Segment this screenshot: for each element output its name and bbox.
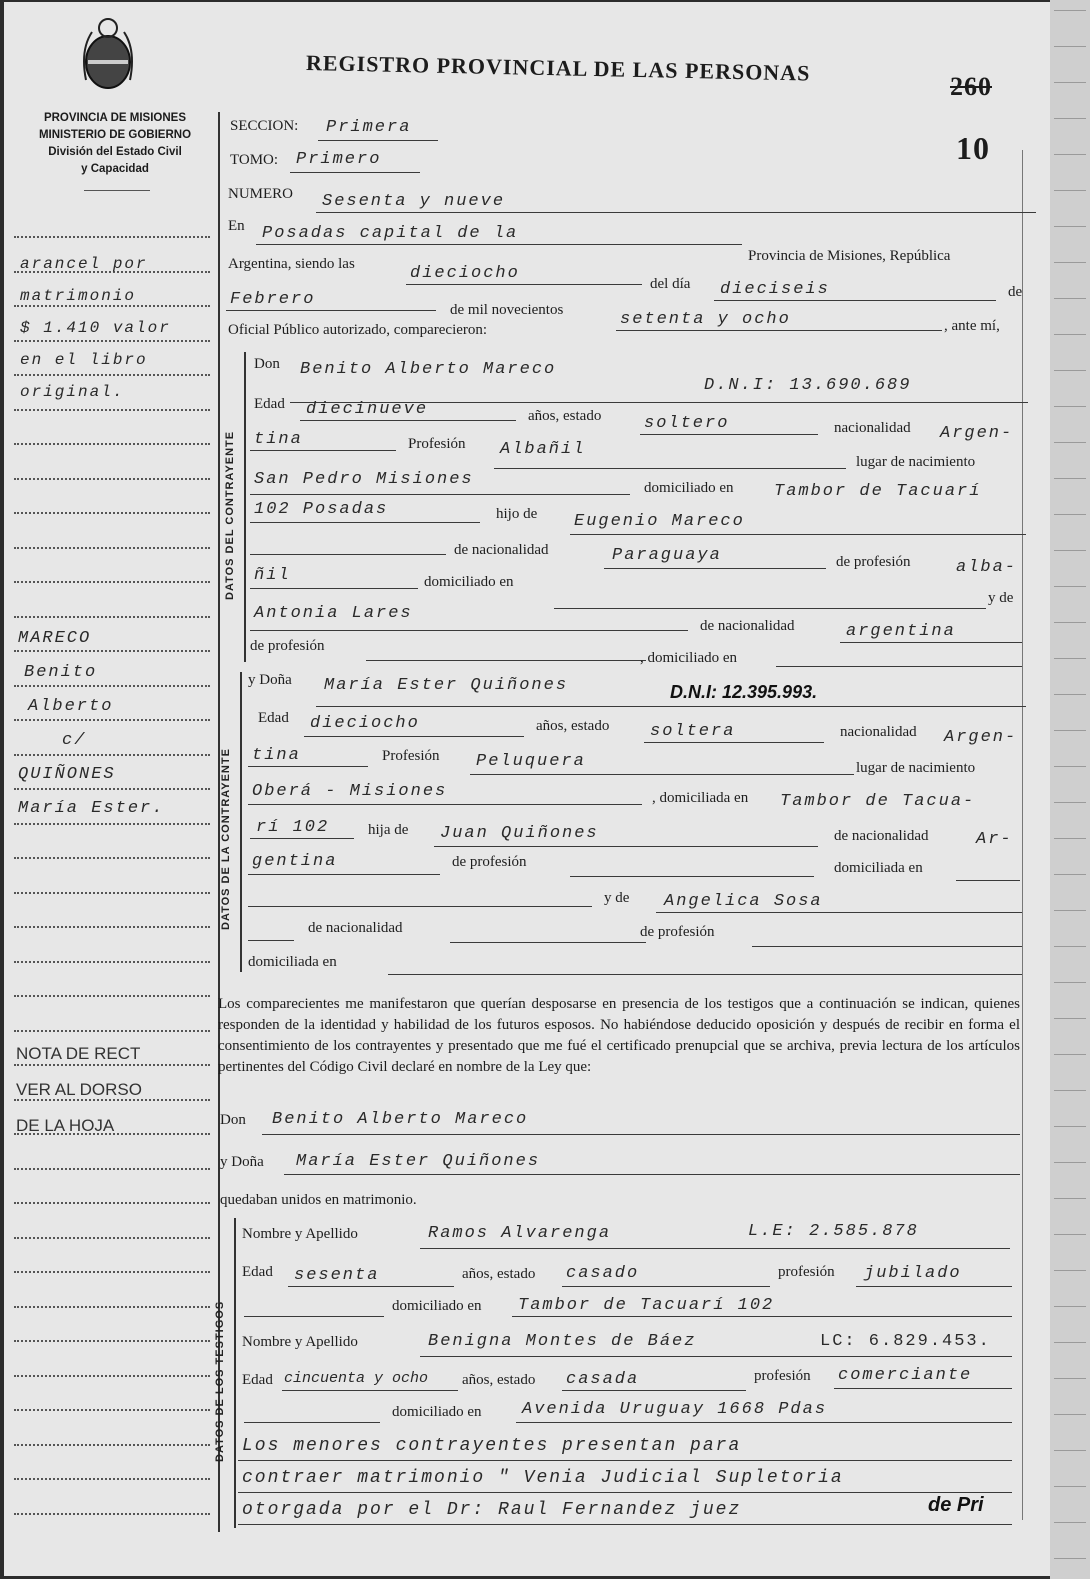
- groom-nac-1: Argen-: [940, 424, 1014, 443]
- groom-addr2-line: [250, 522, 480, 523]
- place-value: Posadas capital de la: [262, 224, 519, 243]
- strip-rule: [1054, 766, 1086, 767]
- margin-rule: [14, 443, 210, 445]
- strip-rule: [1054, 118, 1086, 119]
- note-line-2: contraer matrimonio " Venia Judicial Supletoria: [242, 1468, 844, 1488]
- decl-groom-line: [262, 1134, 1020, 1135]
- w1-blank-line: [244, 1316, 384, 1317]
- groom-mother-dom-label: , domiciliado en: [640, 650, 738, 666]
- margin-rule: [14, 1168, 210, 1170]
- bride-mother-nat-label: de nacionalidad: [308, 920, 403, 936]
- w2-prof: comerciante: [838, 1366, 973, 1385]
- strip-rule: [1054, 622, 1086, 623]
- rect-line-3: DE LA HOJA: [16, 1116, 115, 1135]
- strip-rule: [1054, 658, 1086, 659]
- strip-rule: [1054, 1486, 1086, 1487]
- numero-line: [316, 212, 1036, 213]
- margin-conjunction: c/: [62, 731, 87, 750]
- strip-rule: [1054, 838, 1086, 839]
- strip-rule: [1054, 1234, 1086, 1235]
- bride-father: Juan Quiñones: [440, 824, 599, 843]
- seccion-value: Primera: [326, 118, 412, 137]
- bride-father-nat-1: Ar-: [976, 830, 1013, 849]
- margin-rule: [14, 1478, 210, 1480]
- folio-number: 10: [956, 130, 990, 166]
- strip-rule: [1054, 874, 1086, 875]
- bride-lugar-label: lugar de nacimiento: [856, 760, 976, 776]
- strip-rule: [1054, 1018, 1086, 1019]
- strip-rule: [1054, 1522, 1086, 1523]
- decl-bride-line: [284, 1174, 1020, 1175]
- w1-age-line: [288, 1286, 454, 1287]
- strip-rule: [1054, 478, 1086, 479]
- margin-rule: [14, 1271, 210, 1273]
- bride-mother-dom-label: domiciliada en: [248, 954, 337, 970]
- bride-mnat-line: [450, 942, 646, 943]
- strip-rule: [1054, 442, 1086, 443]
- note-line-2-rule: [238, 1492, 1012, 1493]
- day-value: dieciseis: [720, 280, 830, 299]
- w1-anos-label: años, estado: [462, 1266, 536, 1282]
- bride-fprof-line: [570, 876, 814, 877]
- strip-rule: [1054, 1270, 1086, 1271]
- w1-estado: casado: [566, 1264, 640, 1283]
- bride-dom-label: , domiciliada en: [652, 790, 749, 806]
- bride-birthplace: Oberá - Misiones: [252, 782, 448, 801]
- bride-birth-line: [248, 804, 642, 805]
- bride-mprof-line: [752, 946, 1022, 947]
- ministry-name: MINISTERIO DE GOBIERNO: [38, 129, 192, 141]
- w1-name: Ramos Alvarenga: [428, 1224, 612, 1243]
- binding-strip: [1050, 0, 1090, 1579]
- w1-prof-label: profesión: [778, 1264, 835, 1280]
- strip-rule: [1054, 298, 1086, 299]
- strip-rule: [1054, 10, 1086, 11]
- fee-line-4: en el libro: [20, 351, 148, 369]
- strip-rule: [1054, 1126, 1086, 1127]
- province-name: PROVINCIA DE MISIONES: [43, 112, 187, 124]
- margin-rule: [14, 1444, 210, 1446]
- bride-age-line: [304, 736, 524, 737]
- bride-yde-label: y de: [604, 890, 630, 906]
- margin-first-groom: Benito: [24, 663, 98, 682]
- ante-label: , ante mí,: [944, 318, 1000, 334]
- groom-fnat-line: [604, 568, 826, 569]
- hour-value: dieciocho: [410, 264, 520, 283]
- decl-bride-name: María Ester Quiñones: [296, 1152, 541, 1171]
- bride-estado: soltera: [650, 722, 736, 741]
- margin-rule: [14, 1375, 210, 1377]
- w2-estado-line: [562, 1390, 746, 1391]
- bride-addr2-line: [250, 838, 354, 839]
- strip-rule: [1054, 910, 1086, 911]
- w2-estado: casada: [566, 1370, 640, 1389]
- bride-fnat-line: [248, 874, 440, 875]
- bride-edad-label: Edad: [258, 710, 289, 726]
- strip-rule: [1054, 946, 1086, 947]
- decl-don-label: Don: [220, 1112, 246, 1128]
- groom-father-nat: Paraguaya: [612, 546, 722, 565]
- w2-dom-label: domiciliado en: [392, 1404, 482, 1420]
- margin-rule: [14, 1202, 210, 1204]
- groom-age-line: [300, 420, 516, 421]
- bride-name-line: [316, 706, 1026, 707]
- strip-rule: [1054, 406, 1086, 407]
- rect-line-1: NOTA DE RECT: [16, 1044, 141, 1063]
- margin-names-note: [18, 622, 164, 826]
- margin-rule: [14, 1306, 210, 1308]
- margin-rule: [14, 581, 210, 583]
- strip-rule: [1054, 1558, 1086, 1559]
- w2-edad-label: Edad: [242, 1372, 273, 1388]
- groom-prof-line: [494, 468, 846, 469]
- groom-father-prof-1: alba-: [956, 558, 1018, 577]
- bride-mother: Angelica Sosa: [664, 892, 823, 911]
- margin-rule: [14, 857, 210, 859]
- w2-nombre-label: Nombre y Apellido: [242, 1334, 358, 1350]
- note-line-1-rule: [238, 1460, 1012, 1461]
- groom-estado: soltero: [644, 414, 730, 433]
- groom-edad-label: Edad: [254, 396, 285, 412]
- declaration-paragraph: Los comparecientes me manifestaron que querían desposarse en presencia de los testigos que a continuación se indican, quienes responden de la identidad y habilidad de los futuros esposos. No habiéndose deducido oposición y después de recibir en forma el consentimiento de los contrayentes y presentado que me fué el certificado prenupcial que se archiva, previa lectura de los artículos pertinentes del Código Civil declaré en nombre de la Ley que:: [218, 996, 1020, 1075]
- margin-rule: [14, 478, 210, 480]
- strip-rule: [1054, 802, 1086, 803]
- numero-label: NUMERO: [228, 186, 294, 202]
- w2-name: Benigna Montes de Báez: [428, 1332, 697, 1351]
- del-dia-label: del día: [650, 276, 691, 292]
- month-line: [226, 310, 436, 311]
- margin-rule: [14, 926, 210, 928]
- margin-first-bride: María Ester.: [18, 799, 165, 818]
- margin-surname-groom: MARECO: [18, 629, 92, 648]
- groom-prof-label: Profesión: [408, 436, 466, 452]
- w2-address-line: [516, 1422, 1012, 1423]
- margin-rule: [14, 1409, 210, 1411]
- strip-rule: [1054, 982, 1086, 983]
- decl-groom-name: Benito Alberto Mareco: [272, 1110, 529, 1129]
- bride-age: dieciocho: [310, 714, 420, 733]
- argentina-label: Argentina, siendo las: [228, 256, 355, 272]
- strip-rule: [1054, 226, 1086, 227]
- w1-age: sesenta: [294, 1266, 380, 1285]
- margin-rule: [14, 1513, 210, 1515]
- bride-address-2: rí 102: [256, 818, 330, 837]
- day-line: [714, 300, 996, 301]
- strip-rule: [1054, 1342, 1086, 1343]
- coat-of-arms-emblem: [78, 10, 138, 96]
- strip-rule: [1054, 1414, 1086, 1415]
- bride-de-prof-label: de profesión: [452, 854, 527, 870]
- groom-blank-line: [250, 554, 446, 555]
- groom-anos-label: años, estado: [528, 408, 602, 424]
- margin-rule: [14, 961, 210, 963]
- groom-mother-nat: argentina: [846, 622, 956, 641]
- w2-age: cincuenta y ocho: [284, 1370, 429, 1387]
- tomo-value: Primero: [296, 150, 382, 169]
- bride-mother-prof-label: de profesión: [640, 924, 715, 940]
- bride-nac-2: tina: [252, 746, 301, 765]
- division-line-2: y Capacidad: [81, 163, 149, 175]
- groom-estado-line: [640, 434, 818, 435]
- w2-id: LC: 6.829.453.: [820, 1332, 991, 1351]
- w1-dom-label: domiciliado en: [392, 1298, 482, 1314]
- witness-side-label: DATOS DE LOS TESTIGOS: [214, 1300, 226, 1462]
- w2-name-line: [420, 1356, 1012, 1357]
- strip-rule: [1054, 1054, 1086, 1055]
- dona-label: y Doña: [248, 672, 292, 688]
- bride-estado-line: [644, 742, 824, 743]
- w1-address: Tambor de Tacuarí 102: [518, 1296, 775, 1315]
- w2-prof-label: profesión: [754, 1368, 811, 1384]
- bride-dom2-label: domiciliada en: [834, 860, 923, 876]
- strip-rule: [1054, 1306, 1086, 1307]
- strip-rule: [1054, 586, 1086, 587]
- groom-lugar-label: lugar de nacimiento: [856, 454, 976, 470]
- margin-rule: [14, 1030, 210, 1032]
- margin-second-groom: Alberto: [28, 697, 114, 716]
- bride-bracket: [240, 672, 242, 972]
- fee-line-3: $ 1.410 valor: [20, 319, 171, 337]
- strip-rule: [1054, 154, 1086, 155]
- w1-prof-line: [856, 1286, 1012, 1287]
- tomo-line: [290, 172, 420, 173]
- groom-address-2: 102 Posadas: [254, 500, 389, 519]
- w2-prof-line: [834, 1388, 1012, 1389]
- bride-prof-line: [470, 774, 854, 775]
- oficial-label: Oficial Público autorizado, comparecieron:: [228, 322, 488, 338]
- w1-estado-line: [562, 1286, 770, 1287]
- don-label: Don: [254, 356, 280, 372]
- margin-rule: [14, 236, 210, 238]
- groom-father-prof-2: ñil: [254, 566, 291, 585]
- groom-age: diecinueve: [306, 400, 429, 419]
- strip-rule: [1054, 1090, 1086, 1091]
- groom-mother: Antonia Lares: [254, 604, 413, 623]
- margin-rule: [14, 616, 210, 618]
- margin-fee-note: [20, 248, 171, 408]
- groom-mother-prof-label: de profesión: [250, 638, 325, 654]
- bride-nac2-line: [248, 766, 368, 767]
- groom-birthplace: San Pedro Misiones: [254, 470, 474, 489]
- note-line-1: Los menores contrayentes presentan para: [242, 1436, 742, 1456]
- w2-blank-line: [244, 1422, 380, 1423]
- fee-line-1: arancel por: [20, 255, 148, 273]
- strip-rule: [1054, 1162, 1086, 1163]
- margin-rule: [14, 1237, 210, 1239]
- strip-rule: [1054, 514, 1086, 515]
- w1-edad-label: Edad: [242, 1264, 273, 1280]
- groom-mother-nat-label: de nacionalidad: [700, 618, 795, 634]
- strip-rule: [1054, 730, 1086, 731]
- place-line: [256, 244, 742, 245]
- w1-nombre-label: Nombre y Apellido: [242, 1226, 358, 1242]
- right-border: [1022, 150, 1023, 1520]
- bride-father-line: [434, 846, 818, 847]
- fee-line-5: original.: [20, 383, 125, 401]
- note-line-3: otorgada por el Dr: Raul Fernandez juez: [242, 1500, 742, 1520]
- strip-rule: [1054, 1378, 1086, 1379]
- header-underline: [84, 190, 150, 191]
- strip-rule: [1054, 1198, 1086, 1199]
- groom-mnat-line: [840, 642, 1022, 643]
- decl-closing: quedaban unidos en matrimonio.: [220, 1192, 417, 1208]
- seccion-line: [318, 140, 438, 141]
- w1-name-line: [420, 1248, 1010, 1249]
- bride-side-label: DATOS DE LA CONTRAYENTE: [220, 748, 232, 930]
- groom-de-prof-label: de profesión: [836, 554, 911, 570]
- groom-father-line: [570, 534, 1026, 535]
- groom-nac2-line: [250, 450, 396, 451]
- bride-fdom-line: [956, 880, 1020, 881]
- groom-address-1: Tambor de Tacuarí: [774, 482, 982, 501]
- margin-rule: [14, 409, 210, 411]
- decl-dona-label: y Doña: [220, 1154, 264, 1170]
- w2-age-line: [282, 1390, 458, 1391]
- bride-blank-line: [248, 906, 592, 907]
- month-value: Febrero: [230, 290, 316, 309]
- groom-fdom-line: [554, 608, 986, 609]
- de-label: de: [1008, 284, 1023, 300]
- groom-father: Eugenio Mareco: [574, 512, 745, 531]
- groom-nac-label: nacionalidad: [834, 420, 911, 436]
- rect-line-2: VER AL DORSO: [16, 1080, 142, 1099]
- strip-rule: [1054, 46, 1086, 47]
- groom-fprof-line: [250, 588, 418, 589]
- strip-rule: [1054, 334, 1086, 335]
- w2-anos-label: años, estado: [462, 1372, 536, 1388]
- groom-nac-2: tina: [254, 430, 303, 449]
- bride-dni: D.N.I: 12.395.993.: [670, 682, 818, 702]
- header-left-block: [16, 110, 214, 178]
- groom-name: Benito Alberto Mareco: [300, 360, 557, 379]
- groom-hijo-label: hijo de: [496, 506, 538, 522]
- year-line: [616, 330, 942, 331]
- strip-rule: [1054, 190, 1086, 191]
- groom-yde-label: y de: [988, 590, 1014, 606]
- bride-mdom-line: [388, 974, 1022, 975]
- strip-rule: [1054, 694, 1086, 695]
- tomo-label: TOMO:: [230, 152, 279, 168]
- w1-prof: jubilado: [864, 1264, 962, 1283]
- bride-hija-label: hija de: [368, 822, 409, 838]
- witness-bracket: [234, 1218, 236, 1528]
- fee-line-2: matrimonio: [20, 287, 137, 305]
- groom-mdom-line: [776, 666, 1022, 667]
- en-label: En: [228, 218, 245, 234]
- bride-name: María Ester Quiñones: [324, 676, 569, 695]
- margin-rule: [14, 995, 210, 997]
- division-line-1: División del Estado Civil: [48, 146, 182, 158]
- groom-profession: Albañil: [500, 440, 586, 459]
- year-label: de mil novecientos: [450, 302, 564, 318]
- note-line-3-rule: [238, 1524, 1012, 1525]
- bride-profession: Peluquera: [476, 752, 586, 771]
- strip-rule: [1054, 370, 1086, 371]
- note-line-3-end: de Pri: [928, 1494, 984, 1516]
- provincia-label: Provincia de Misiones, República: [748, 248, 951, 264]
- margin-surname-bride: QUIÑONES: [18, 765, 116, 784]
- strip-rule: [1054, 262, 1086, 263]
- groom-dom-label: domiciliado en: [644, 480, 734, 496]
- hour-line: [406, 284, 642, 285]
- bride-prof-label: Profesión: [382, 748, 440, 764]
- numero-value: Sesenta y nueve: [322, 192, 506, 211]
- bride-anos-label: años, estado: [536, 718, 610, 734]
- bride-father-nat-2: gentina: [252, 852, 338, 871]
- groom-side-label: DATOS DEL CONTRAYENTE: [224, 430, 236, 600]
- groom-dni: D.N.I: 13.690.689: [704, 376, 912, 395]
- year-value: setenta y ocho: [620, 310, 791, 329]
- crossed-folio-number: 260: [950, 72, 992, 101]
- w1-address-line: [512, 1316, 1012, 1317]
- margin-rectification-note: [16, 1036, 142, 1144]
- bride-mnat-short-line: [248, 940, 294, 941]
- margin-rule: [14, 547, 210, 549]
- groom-mother-line: [250, 630, 688, 631]
- page-title: REGISTRO PROVINCIAL DE LAS PERSONAS: [305, 50, 811, 86]
- groom-de-nac-label: de nacionalidad: [454, 542, 549, 558]
- bride-nac-1: Argen-: [944, 728, 1018, 747]
- strip-rule: [1054, 1450, 1086, 1451]
- margin-rule: [14, 1340, 210, 1342]
- bride-mother-line: [656, 912, 1022, 913]
- bride-address-1: Tambor de Tacua-: [780, 792, 976, 811]
- groom-mprof-line: [366, 660, 646, 661]
- seccion-label: SECCION:: [230, 118, 299, 134]
- groom-bracket: [244, 352, 246, 662]
- strip-rule: [1054, 550, 1086, 551]
- bride-de-nac-label: de nacionalidad: [834, 828, 929, 844]
- margin-rule: [14, 892, 210, 894]
- margin-rule: [14, 512, 210, 514]
- bride-nac-label: nacionalidad: [840, 724, 917, 740]
- groom-dom2-label: domiciliado en: [424, 574, 514, 590]
- groom-birth-line: [250, 494, 630, 495]
- strip-rule: [1054, 82, 1086, 83]
- w2-address: Avenida Uruguay 1668 Pdas: [522, 1400, 828, 1419]
- w1-id: L.E: 2.585.878: [748, 1222, 919, 1241]
